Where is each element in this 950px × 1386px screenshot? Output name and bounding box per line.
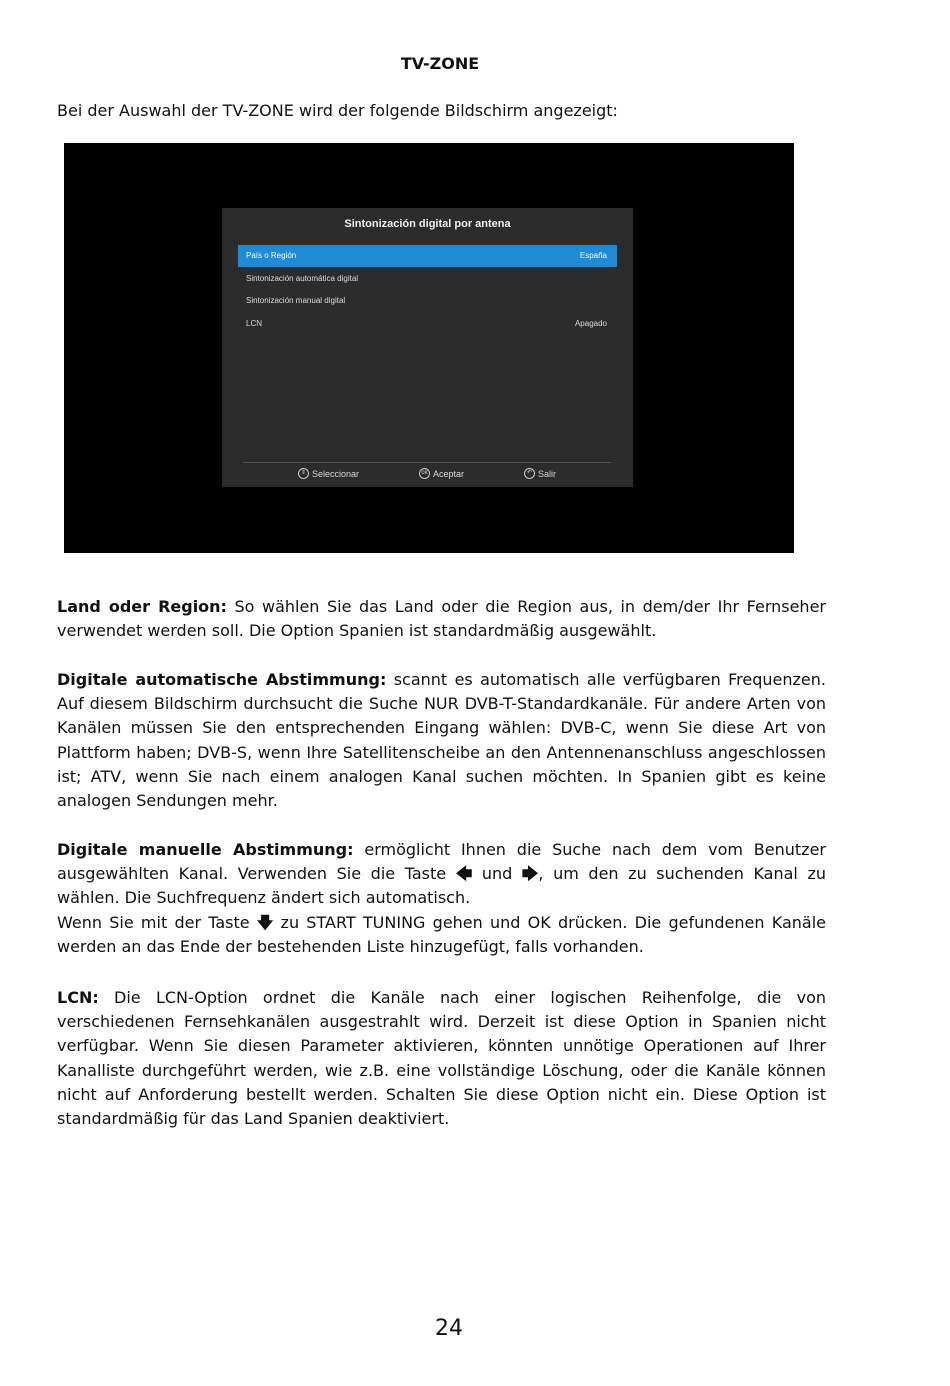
back-icon: ↶ bbox=[524, 468, 535, 479]
footer-hint-select bbox=[298, 468, 359, 479]
tv-screenshot bbox=[64, 143, 794, 553]
tv-menu-footer bbox=[222, 468, 633, 484]
section-text: scannt es automatisch alle verfügbaren Frequenzen. Auf diesem Bildschirm durchsucht die Suche NUR DVB-T-Standardkanäle. Für andere Arten von Kanälen müssen Sie den entsprechenden Eingang wählen: DVB-C, wenn Sie diese Art von Plattform haben; DVB-S, wenn Ihre Satellitenscheibe an den Antennenanschluss angeschlossen ist; ATV, wenn Sie nach einem analogen Kanal suchen möchten. In Spanien gibt es keine analogen Sendungen mehr. bbox=[57, 670, 826, 811]
section-heading: LCN: bbox=[57, 988, 99, 1007]
intro-text: Bei der Auswahl der TV-ZONE wird der folgende Bildschirm angezeigt: bbox=[57, 101, 618, 120]
tv-menu-item-label: Sintonización manual digital bbox=[246, 296, 346, 305]
tv-menu-item-label: País o Región bbox=[246, 251, 297, 260]
section-text: Wenn Sie mit der Taste bbox=[57, 912, 257, 932]
tv-menu-item-value: España bbox=[579, 251, 607, 260]
section-heading: Land oder Region: bbox=[57, 597, 227, 616]
arrow-left-icon: 🡄 bbox=[455, 864, 473, 884]
tv-menu-item-label: Sintonización automática digital bbox=[246, 274, 359, 283]
page-title: TV-ZONE bbox=[400, 54, 480, 73]
section-text: , um den zu suchenden Kanal zu wählen. Die Suchfrequenz ändert sich automatisch. bbox=[57, 864, 826, 908]
arrow-down-icon: 🡇 bbox=[256, 912, 274, 932]
navigate-icon: ⇕ bbox=[298, 468, 309, 479]
tv-menu-item-manual-tuning[interactable] bbox=[238, 290, 617, 312]
tv-menu-item-lcn[interactable] bbox=[238, 313, 617, 335]
page-number: 24 bbox=[435, 1316, 463, 1341]
tv-menu-item-label: LCN bbox=[246, 319, 263, 328]
tv-menu-item-value: Apagado bbox=[574, 319, 607, 328]
section-text: zu START TUNING gehen und OK drücken. Die gefundenen Kanäle werden an das Ende der bestehenden Liste hinzugefügt, falls vorhanden. bbox=[57, 912, 826, 956]
section-heading: Digitale automatische Abstimmung: bbox=[57, 670, 387, 689]
footer-hint-label: Aceptar bbox=[433, 468, 465, 479]
section-manual-tuning bbox=[57, 838, 826, 959]
tv-menu-item-auto-tuning[interactable] bbox=[238, 268, 617, 290]
tv-menu-panel bbox=[222, 208, 633, 487]
tv-menu-title: Sintonización digital por antena bbox=[344, 218, 511, 230]
section-text: Die LCN-Option ordnet die Kanäle nach einer logischen Reihenfolge, die von verschiedenen Fernsehkanälen ausgestrahlt wird. Derzeit ist diese Option in Spanien nicht verfügbar. Wenn Sie diesen Parameter aktivieren, könnten unnötige Operationen auf Ihrer Kanalliste durchgeführt werden, wie z.B. eine vollständige Löschung, oder die Kanäle können nicht auf Anforderung bestellt werden. Schalten Sie diese Option nicht ein. Diese Option ist standardmäßig für das Land Spanien deaktiviert. bbox=[57, 988, 826, 1129]
section-text: So wählen Sie das Land oder die Region aus, in dem/der Ihr Fernseher verwendet werden soll. Die Option Spanien ist standardmäßig ausgewählt. bbox=[57, 597, 826, 641]
footer-hint-exit bbox=[524, 468, 556, 479]
ok-icon: ok bbox=[419, 468, 430, 479]
section-auto-tuning bbox=[57, 668, 826, 813]
arrow-right-icon: 🡆 bbox=[521, 864, 539, 884]
tv-menu-divider bbox=[243, 462, 611, 463]
section-lcn bbox=[57, 986, 826, 1131]
footer-hint-label: Seleccionar bbox=[312, 468, 360, 479]
footer-hint-label: Salir bbox=[538, 468, 557, 479]
section-heading: Digitale manuelle Abstimmung: bbox=[57, 840, 354, 859]
tv-menu-item-country[interactable] bbox=[238, 245, 617, 267]
section-land-region bbox=[57, 595, 826, 643]
section-text: ermöglicht Ihnen die Suche nach dem vom Benutzer ausgewählten Kanal. Verwenden Sie die Taste bbox=[57, 840, 826, 884]
footer-hint-accept bbox=[419, 468, 464, 479]
section-text: und bbox=[472, 864, 522, 884]
